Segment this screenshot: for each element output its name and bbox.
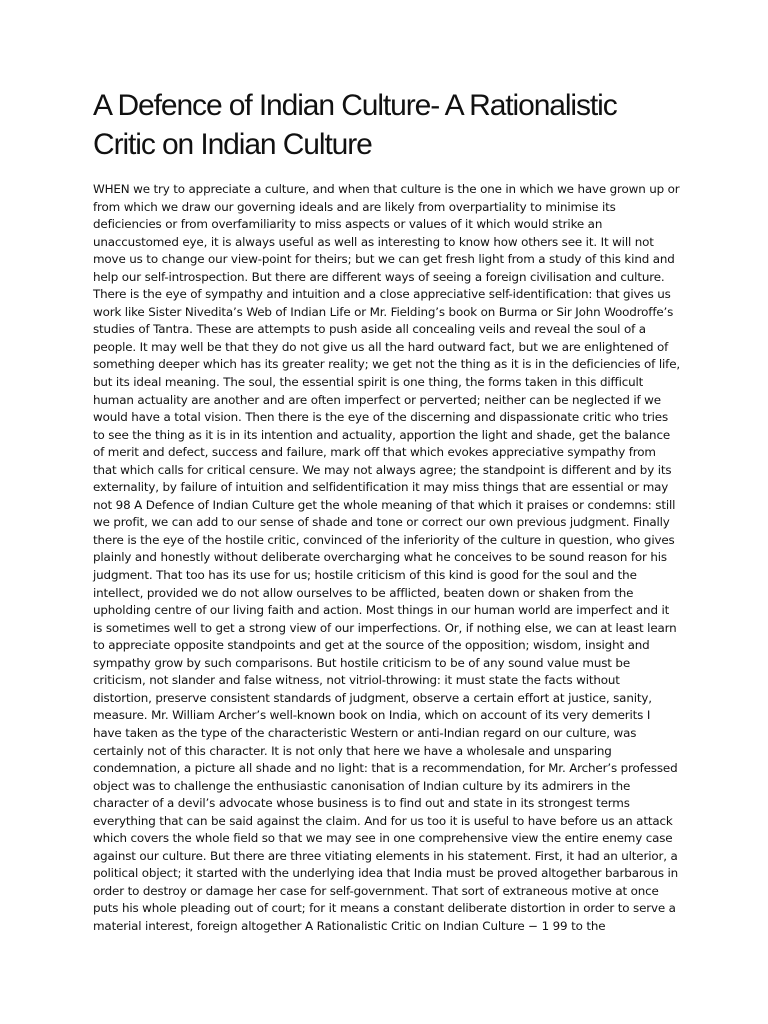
document-page (93, 86, 681, 936)
document-body: WHEN we try to appreciate a culture, and when that culture is the one in which we have grown up or from which we draw our governing ideals and are likely from overpartiality to minimise its deficiencies or from overfamiliarity to miss aspects or values of it which would strike an unaccustomed eye, it is always useful as well as interesting to know how others see it. It will not move us to change our view-point for theirs; but we can get fresh light from a study of this kind and help our self-introspection. But there are different ways of seeing a foreign civilisation and culture. There is the eye of sympathy and intuition and a close appreciative self-identification: that gives us work like Sister Nivedita’s Web of Indian Life or Mr. Fielding’s book on Burma or Sir John Woodroffe’s studies of Tantra. These are attempts to push aside all concealing veils and reveal the soul of a people. It may well be that they do not give us all the hard outward fact, but we are enlightened of something deeper which has its greater reality; we get not the thing as it is in the deficiencies of life, but its ideal meaning. The soul, the essential spirit is one thing, the forms taken in this difficult human actuality are another and are often imperfect or perverted; neither can be neglected if we would have a total vision. Then there is the eye of the discerning and dispassionate critic who tries to see the thing as it is in its intention and actuality, apportion the light and shade, get the balance of merit and defect, success and failure, mark off that which evokes appreciative sympathy from that which calls for critical censure. We may not always agree; the standpoint is different and by its externality, by failure of intuition and selfidentification it may miss things that are essential or may not 98 A Defence of Indian Culture get the whole meaning of that which it praises or condemns: still we profit, we can add to our sense of shade and tone or correct our own previous judgment. Finally there is the eye of the hostile critic, convinced of the inferiority of the culture in question, who gives plainly and honestly without deliberate overcharging what he conceives to be sound reason for his judgment. That too has its use for us; hostile criticism of this kind is good for the soul and the intellect, provided we do not allow ourselves to be afflicted, beaten down or shaken from the upholding centre of our living faith and action. Most things in our human world are imperfect and it is sometimes well to get a strong view of our imperfections. Or, if nothing else, we can at least learn to appreciate opposite standpoints and get at the source of the opposition; wisdom, insight and sympathy grow by such comparisons. But hostile criticism to be of any sound value must be criticism, not slander and false witness, not vitriol-throwing: it must state the facts without distortion, preserve consistent standards of judgment, observe a certain effort at justice, sanity, measure. Mr. William Archer’s well-known book on India, which on account of its very demerits I have taken as the type of the characteristic Western or anti-Indian regard on our culture, was certainly not of this character. It is not only that here we have a wholesale and unsparing condemnation, a picture all shade and no light: that is a recommendation, for Mr. Archer’s professed object was to challenge the enthusiastic canonisation of Indian culture by its admirers in the character of a devil’s advocate whose business is to find out and state in its strongest terms everything that can be said against the claim. And for us too it is useful to have before us an attack which covers the whole field so that we may see in one comprehensive view the entire enemy case against our culture. But there are three vitiating elements in his statement. First, it had an ulterior, a political object; it started with the underlying idea that India must be proved altogether barbarous in order to destroy or damage her case for self-government. That sort of extraneous motive at once puts his whole pleading out of court; for it means a constant deliberate distortion in order to serve a material interest, foreign altogether A Rationalistic Critic on Indian Culture − 1 99 to the (93, 182, 680, 933)
document-title: A Defence of Indian Culture- A Rationalistic Critic on Indian Culture (93, 89, 617, 161)
